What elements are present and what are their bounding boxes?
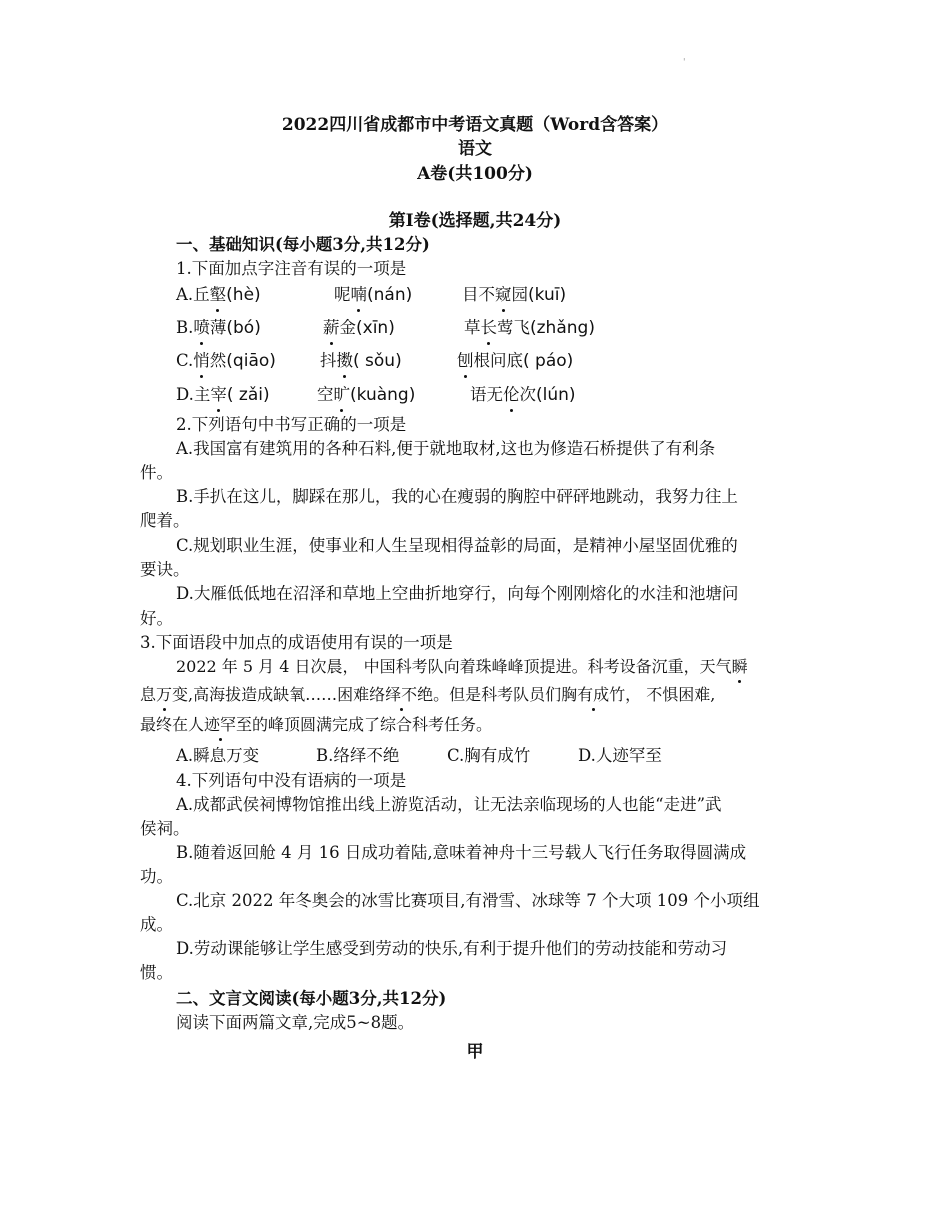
corner-mark: ' xyxy=(683,58,686,68)
q4-option-c-cont: 成。 xyxy=(140,915,173,934)
q1-option-a1: A.丘壑(hè) xyxy=(176,285,261,305)
q2-option-b-cont: 爬着。 xyxy=(140,511,190,530)
paper-heading: A卷(共100分) xyxy=(417,164,533,184)
q4-option-a-cont: 侯祠。 xyxy=(140,819,190,838)
q1-option-c3: 刨根问底( páo) xyxy=(457,351,574,371)
q2-stem: 2.下列语句中书写正确的一项是 xyxy=(176,415,407,434)
q1-stem: 1.下面加点字注音有误的一项是 xyxy=(176,259,407,278)
q3-option-d: D.人迹罕至 xyxy=(578,746,662,765)
q1-option-d2: 空旷(kuàng) xyxy=(317,385,416,405)
q4-option-d: D.劳动课能够让学生感受到劳动的快乐,有利于提升他们的劳动技能和劳动习 xyxy=(176,939,728,958)
q1-option-b3: 草长莺飞(zhǎng) xyxy=(464,318,595,338)
part-heading: 第Ⅰ卷(选择题,共24分) xyxy=(388,211,562,231)
q1-option-b2: 薪金(xīn) xyxy=(323,318,395,338)
q1-option-d1: D.主宰( zǎi) xyxy=(176,385,270,405)
q2-option-d-cont: 好。 xyxy=(140,609,173,628)
passage-label: 甲 xyxy=(466,1042,484,1062)
q2-option-a: A.我国富有建筑用的各种石料,便于就地取材,这也为修造石桥提供了有利条 xyxy=(176,439,716,458)
q3-passage-line3: 最终在人迹罕至的峰顶圆满完成了综合科考任务。 xyxy=(140,715,493,734)
q2-option-a-cont: 件。 xyxy=(140,463,173,482)
q1-option-c1: C.悄然(qiāo) xyxy=(176,351,276,371)
q1-option-a3: 目不窥园(kuī) xyxy=(462,285,567,305)
q1-option-b1: B.喷薄(bó) xyxy=(176,318,261,338)
q2-option-d: D.大雁低低地在沼泽和草地上空曲折地穿行，向每个刚刚熔化的水洼和池塘问 xyxy=(176,584,739,603)
q4-option-c: C.北京 2022 年冬奥会的冰雪比赛项目,有滑雪、冰球等 7 个大项 109 个小项组 xyxy=(176,891,760,910)
q3-passage-line1: 2022 年 5 月 4 日次晨， 中国科考队向着珠峰峰顶提进。科考设备沉重，天气瞬 xyxy=(176,657,748,676)
q4-option-b: B.随着返回舱 4 月 16 日成功着陆,意味着神舟十三号载人飞行任务取得圆满成 xyxy=(176,843,747,862)
q2-option-b: B.手扒在这儿，脚踩在那儿，我的心在瘦弱的胸腔中砰砰地跳动，我努力往上 xyxy=(176,487,738,506)
q4-option-b-cont: 功。 xyxy=(140,867,173,886)
q2-option-c-cont: 要诀。 xyxy=(140,560,190,579)
q3-option-a: A.瞬息万变 xyxy=(176,746,260,765)
q4-stem: 4.下列语句中没有语病的一项是 xyxy=(176,771,407,790)
q3-passage-line2: 息万变,高海拔造成缺氧……困难络绎不绝。但是科考队员们胸有成竹， 不惧困难, xyxy=(140,685,716,704)
section2-heading: 二、文言文阅读(每小题3分,共12分) xyxy=(176,989,447,1008)
document-title: 2022四川省成都市中考语文真题（Word含答案） xyxy=(281,115,669,135)
q1-option-c2: 抖擞( sǒu) xyxy=(320,351,402,371)
section2-intro: 阅读下面两篇文章,完成5~8题。 xyxy=(176,1013,415,1032)
section1-heading: 一、基础知识(每小题3分,共12分) xyxy=(176,235,430,254)
q1-option-a2: 呢喃(nán) xyxy=(334,285,413,305)
q4-option-d-cont: 惯。 xyxy=(140,963,173,982)
q3-option-b: B.络绎不绝 xyxy=(316,746,400,765)
q4-option-a: A.成都武侯祠博物馆推出线上游览活动，让无法亲临现场的人也能“走进”武 xyxy=(176,795,722,814)
q1-option-d3: 语无伦次(lún) xyxy=(470,385,576,405)
q2-option-c: C.规划职业生涯，使事业和人生呈现相得益彰的局面，是精神小屋坚固优雅的 xyxy=(176,536,738,555)
subject-heading: 语文 xyxy=(458,139,492,159)
q3-stem: 3.下面语段中加点的成语使用有误的一项是 xyxy=(140,633,453,652)
q3-option-c: C.胸有成竹 xyxy=(447,746,531,765)
